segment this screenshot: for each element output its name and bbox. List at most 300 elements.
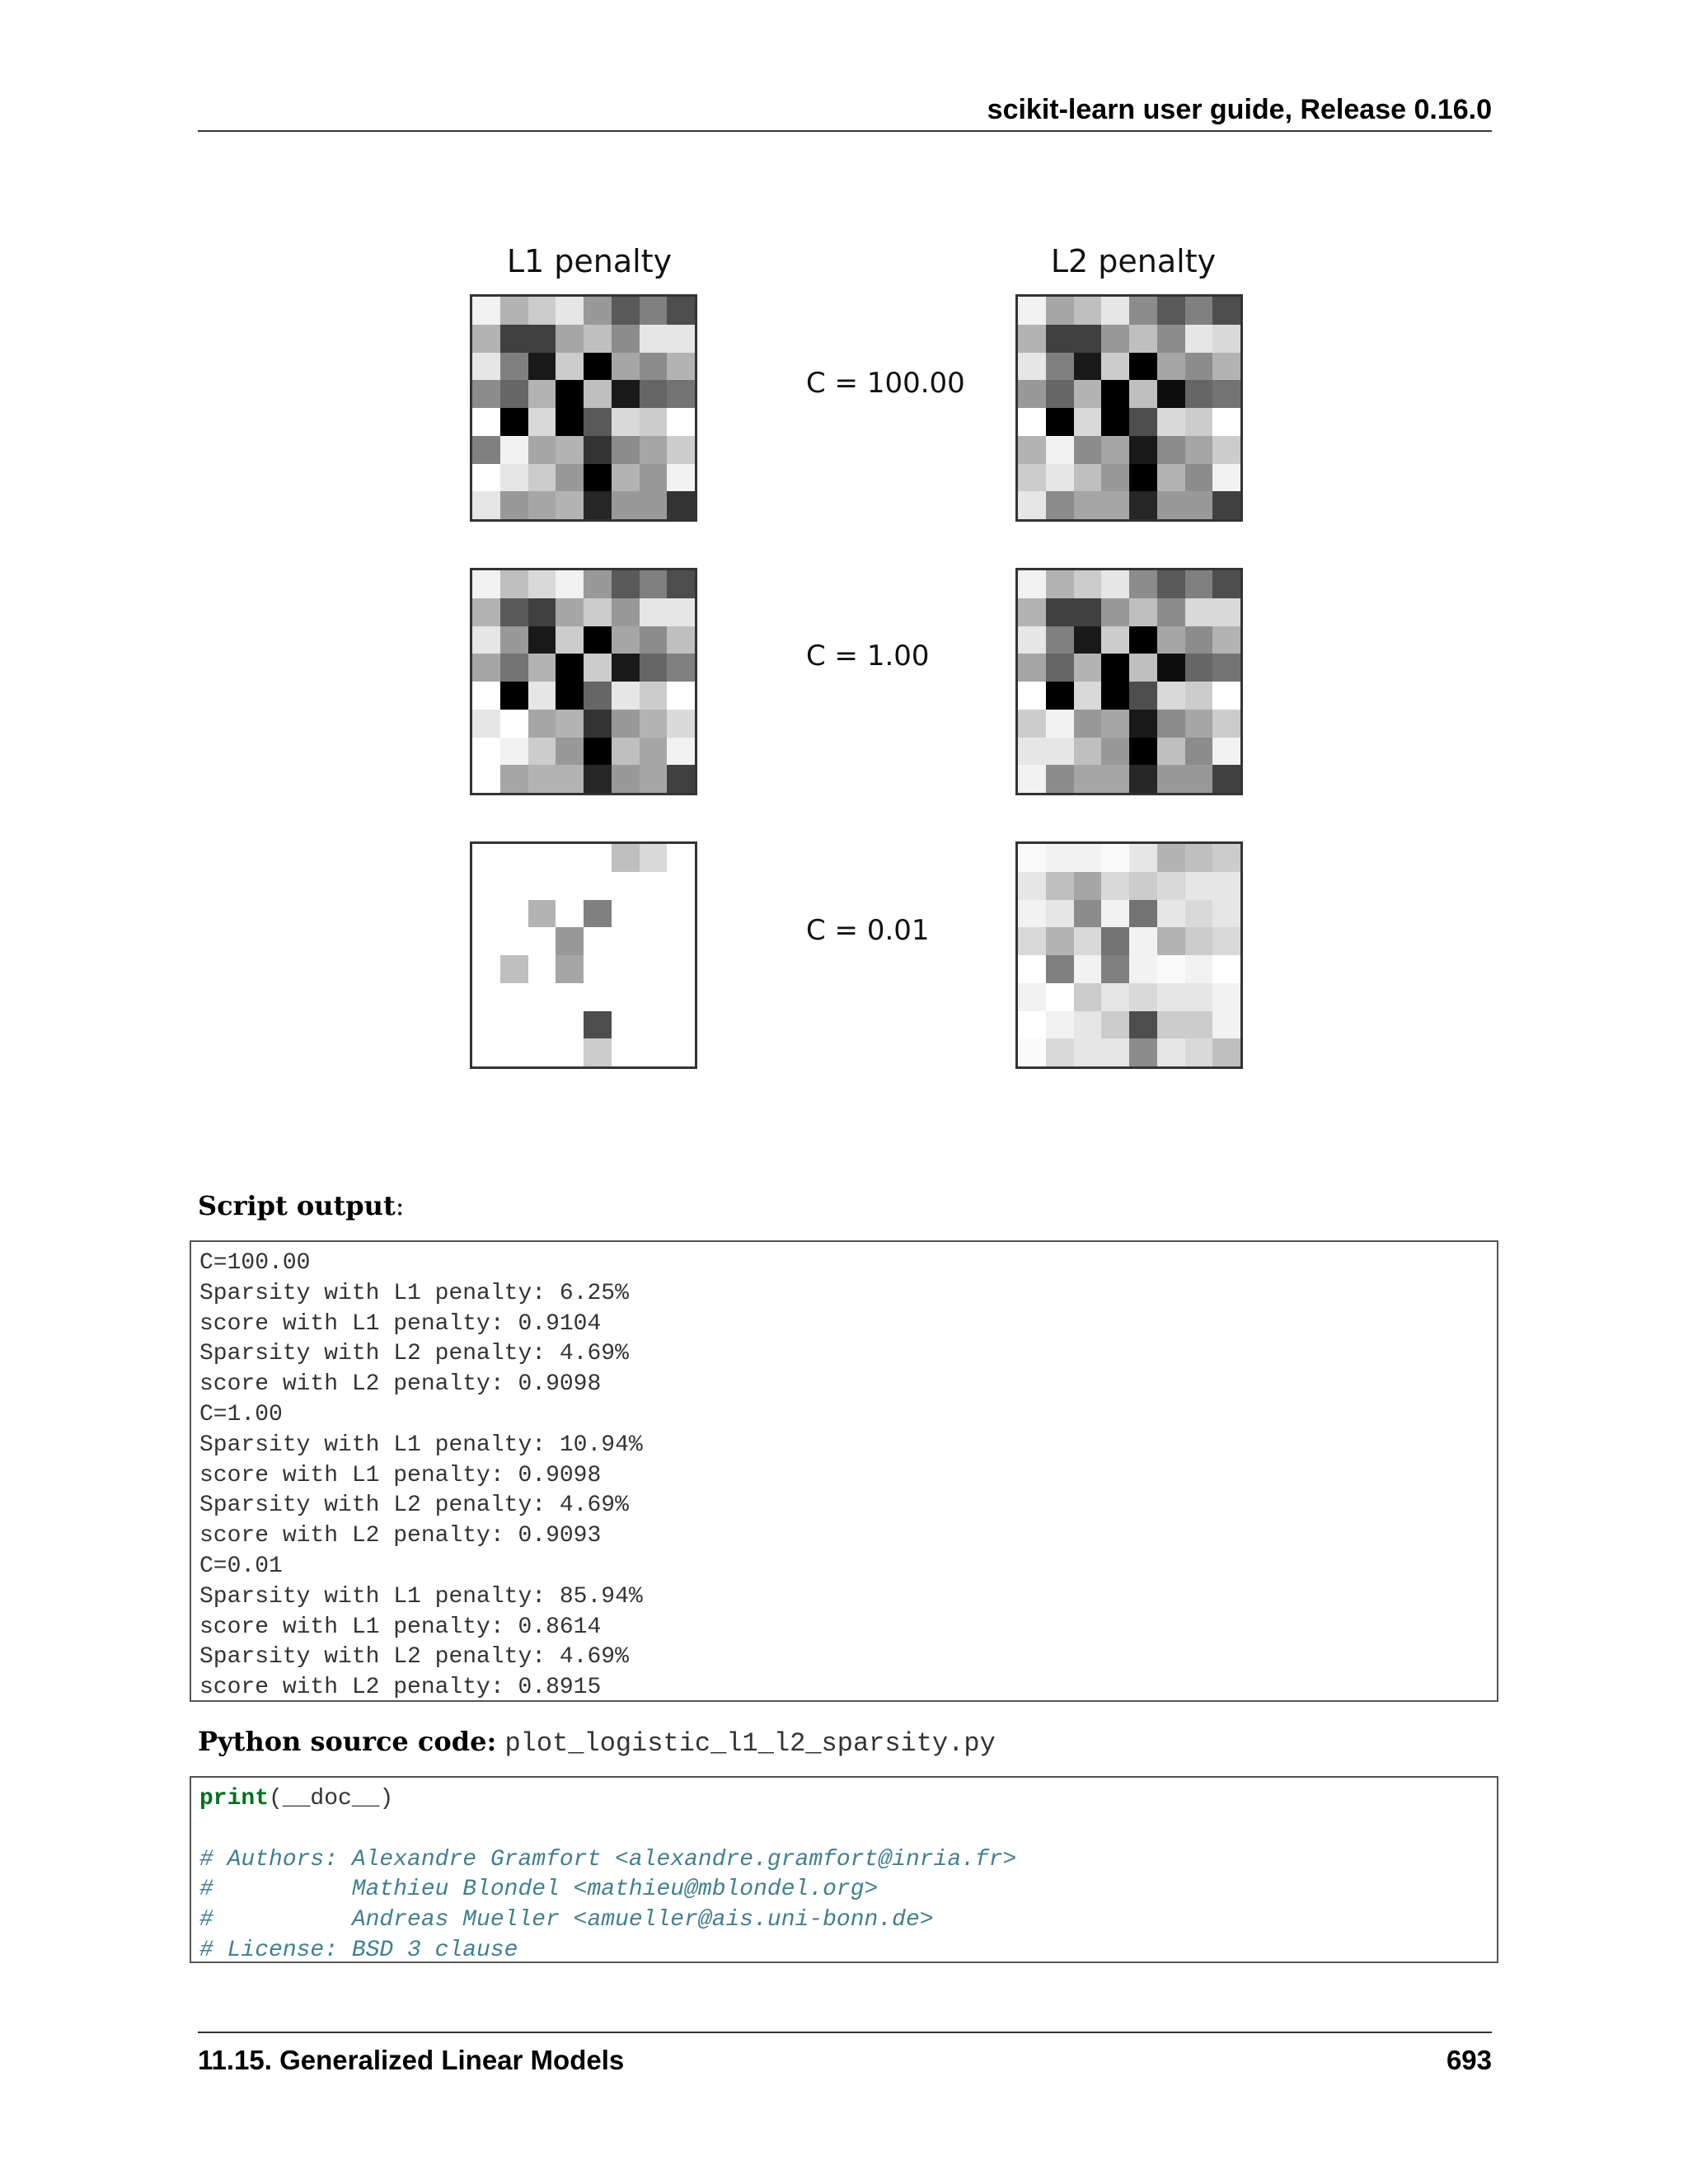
heatmap-cell — [1157, 598, 1185, 626]
heatmap-cell — [1074, 464, 1102, 492]
source-code-heading: Python source code: — [198, 1726, 497, 1757]
heatmap-cell — [612, 738, 640, 766]
heatmap-cell — [667, 682, 695, 710]
heatmap-cell — [1046, 844, 1074, 872]
heatmap-cell — [612, 626, 640, 654]
heatmap-cell — [612, 955, 640, 983]
heatmap-cell — [640, 325, 668, 353]
heatmap-cell — [640, 765, 668, 793]
heatmap-cell — [640, 1038, 668, 1066]
heatmap-cell — [1101, 738, 1129, 766]
heatmap-cell — [667, 983, 695, 1011]
heatmap-cell — [528, 408, 556, 436]
heatmap-cell — [584, 297, 612, 325]
source-code-box — [190, 1776, 1498, 1963]
heatmap-cell — [1046, 710, 1074, 738]
heatmap-cell — [556, 408, 584, 436]
heatmap-cell — [640, 682, 668, 710]
heatmap-cell — [667, 626, 695, 654]
heatmap-cell — [584, 1011, 612, 1039]
heatmap-cell — [584, 927, 612, 955]
heatmap-cell — [1101, 353, 1129, 381]
code-comment: # Mathieu Blondel <mathieu@mblondel.org> — [199, 1877, 879, 1903]
heatmap-cell — [1046, 1038, 1074, 1066]
heatmap-cell — [1101, 955, 1129, 983]
heatmap-cell — [528, 436, 556, 464]
heatmap-cell — [1018, 408, 1046, 436]
heatmap-cell — [472, 927, 500, 955]
heatmap-cell — [1129, 682, 1157, 710]
heatmap-cell — [500, 872, 528, 900]
heatmap-cell — [1101, 464, 1129, 492]
heatmap-cell — [1185, 1038, 1213, 1066]
heatmap-cell — [528, 955, 556, 983]
heatmap-cell — [612, 380, 640, 408]
heatmap-cell — [1185, 408, 1213, 436]
heatmap-cell — [584, 408, 612, 436]
heatmap-cell — [1074, 626, 1102, 654]
heatmap-cell — [472, 765, 500, 793]
heatmap-cell — [1212, 844, 1240, 872]
heatmap-cell — [1018, 1011, 1046, 1039]
heatmap-cell — [584, 900, 612, 928]
heatmap-cell — [1046, 900, 1074, 928]
heatmap-cell — [640, 1011, 668, 1039]
heatmap-cell — [556, 436, 584, 464]
heatmap-cell — [1157, 436, 1185, 464]
heatmap-cell — [1157, 900, 1185, 928]
heatmap-l1-c100 — [470, 294, 697, 522]
heatmap-cell — [472, 570, 500, 598]
heatmap-cell — [584, 710, 612, 738]
heatmap-cell — [528, 570, 556, 598]
heatmap-cell — [667, 353, 695, 381]
heatmap-cell — [1157, 380, 1185, 408]
heatmap-cell — [1129, 598, 1157, 626]
heatmap-cell — [528, 983, 556, 1011]
heatmap-cell — [1129, 380, 1157, 408]
heatmap-cell — [1157, 325, 1185, 353]
heatmap-cell — [1157, 626, 1185, 654]
heatmap-cell — [584, 598, 612, 626]
heatmap-cell — [1212, 1011, 1240, 1039]
heatmap-cell — [1101, 297, 1129, 325]
heatmap-cell — [528, 353, 556, 381]
heatmap-cell — [1074, 353, 1102, 381]
heatmap-cell — [1018, 654, 1046, 682]
heatmap-cell — [1212, 983, 1240, 1011]
heatmap-cell — [584, 1038, 612, 1066]
heatmap-cell — [1046, 765, 1074, 793]
heatmap-cell — [1074, 380, 1102, 408]
heatmap-cell — [612, 900, 640, 928]
heatmap-cell — [1212, 765, 1240, 793]
heatmap-cell — [1074, 1038, 1102, 1066]
heatmap-cell — [528, 626, 556, 654]
heatmap-cell — [472, 325, 500, 353]
heatmap-cell — [500, 626, 528, 654]
heatmap-cell — [1212, 464, 1240, 492]
heatmap-cell — [1101, 1038, 1129, 1066]
heatmap-cell — [1212, 570, 1240, 598]
heatmap-cell — [584, 464, 612, 492]
heatmap-cell — [612, 408, 640, 436]
output-line: score with L2 penalty: 0.8915 — [199, 1675, 602, 1701]
heatmap-cell — [640, 570, 668, 598]
heatmap-cell — [1046, 682, 1074, 710]
heatmap-cell — [1129, 1011, 1157, 1039]
heatmap-cell — [1074, 927, 1102, 955]
heatmap-cell — [584, 325, 612, 353]
heatmap-cell — [556, 765, 584, 793]
heatmap-cell — [584, 955, 612, 983]
heatmap-cell — [1185, 353, 1213, 381]
heatmap-cell — [500, 710, 528, 738]
heatmap-cell — [1157, 408, 1185, 436]
heatmap-cell — [500, 927, 528, 955]
heatmap-cell — [667, 380, 695, 408]
heatmap-cell — [1129, 1038, 1157, 1066]
heatmap-cell — [1074, 325, 1102, 353]
heatmap-cell — [1212, 955, 1240, 983]
heatmap-cell — [1212, 927, 1240, 955]
heatmap-cell — [667, 927, 695, 955]
header-title: scikit-learn user guide, Release 0.16.0 — [987, 94, 1492, 125]
heatmap-cell — [1101, 654, 1129, 682]
heatmap-l1-c1 — [470, 568, 697, 795]
heatmap-cell — [528, 1038, 556, 1066]
heatmap-cell — [612, 325, 640, 353]
heatmap-cell — [1074, 436, 1102, 464]
code-line-blank — [199, 1815, 1489, 1845]
heatmap-cell — [500, 598, 528, 626]
heatmap-cell — [500, 380, 528, 408]
heatmap-cell — [472, 710, 500, 738]
heatmap-cell — [1185, 710, 1213, 738]
heatmap-cell — [640, 353, 668, 381]
heatmap-cell — [1157, 491, 1185, 519]
heatmap-cell — [1046, 408, 1074, 436]
heatmap-cell — [1101, 408, 1129, 436]
heatmap-cell — [667, 900, 695, 928]
heatmap-cell — [528, 738, 556, 766]
heatmap-cell — [472, 626, 500, 654]
heatmap-cell — [667, 738, 695, 766]
heatmap-cell — [667, 598, 695, 626]
heatmap-cell — [1101, 380, 1129, 408]
heatmap-cell — [1157, 464, 1185, 492]
heatmap-cell — [584, 844, 612, 872]
heatmap-cell — [1074, 682, 1102, 710]
heatmap-cell — [1185, 900, 1213, 928]
heatmap-cell — [640, 738, 668, 766]
heatmap-cell — [584, 626, 612, 654]
heatmap-cell — [1185, 380, 1213, 408]
print-keyword: print — [199, 1786, 270, 1811]
heatmap-cell — [612, 297, 640, 325]
heatmap-cell — [556, 955, 584, 983]
heatmap-cell — [1185, 955, 1213, 983]
source-code-label — [198, 1726, 996, 1759]
page-footer — [198, 2032, 1492, 2075]
heatmap-cell — [584, 654, 612, 682]
heatmap-cell — [556, 380, 584, 408]
output-line: C=1.00 — [199, 1401, 283, 1427]
heatmap-cell — [1157, 927, 1185, 955]
heatmap-cell — [1212, 380, 1240, 408]
heatmap-cell — [1074, 955, 1102, 983]
code-comment: # License: BSD 3 clause — [199, 1937, 518, 1963]
heatmap-cell — [528, 872, 556, 900]
heatmap-cell — [472, 1011, 500, 1039]
heatmap-cell — [472, 682, 500, 710]
heatmap-cell — [1157, 353, 1185, 381]
heatmap-cell — [556, 872, 584, 900]
heatmap-cell — [472, 297, 500, 325]
heatmap-cell — [556, 654, 584, 682]
heatmap-cell — [472, 408, 500, 436]
output-line: Sparsity with L2 penalty: 4.69% — [199, 1493, 629, 1519]
heatmap-cell — [1018, 626, 1046, 654]
heatmap-cell — [667, 570, 695, 598]
heatmap-cell — [556, 464, 584, 492]
heatmap-cell — [1185, 325, 1213, 353]
heatmap-cell — [1185, 436, 1213, 464]
script-output-box — [190, 1240, 1498, 1702]
c-label-1: C = 1.00 — [806, 640, 930, 673]
heatmap-cell — [1046, 626, 1074, 654]
heatmap-cell — [612, 570, 640, 598]
heatmap-cell — [1018, 491, 1046, 519]
heatmap-cell — [1157, 570, 1185, 598]
heatmap-cell — [1018, 570, 1046, 598]
heatmap-cell — [1129, 710, 1157, 738]
heatmap-l2-c001 — [1015, 841, 1243, 1069]
heatmap-cell — [667, 436, 695, 464]
heatmap-cell — [667, 325, 695, 353]
heatmap-cell — [612, 436, 640, 464]
heatmap-cell — [556, 626, 584, 654]
heatmap-cell — [1157, 654, 1185, 682]
heatmap-cell — [1212, 436, 1240, 464]
heatmap-cell — [556, 598, 584, 626]
heatmap-cell — [1046, 738, 1074, 766]
heatmap-cell — [1074, 738, 1102, 766]
heatmap-cell — [500, 353, 528, 381]
heatmap-cell — [1129, 765, 1157, 793]
heatmap-cell — [1101, 844, 1129, 872]
heatmap-cell — [1212, 654, 1240, 682]
heatmap-cell — [1101, 872, 1129, 900]
heatmap-cell — [556, 682, 584, 710]
heatmap-cell — [1212, 900, 1240, 928]
heatmap-cell — [1185, 491, 1213, 519]
heatmap-cell — [1046, 983, 1074, 1011]
heatmap-cell — [1074, 491, 1102, 519]
heatmap-cell — [556, 710, 584, 738]
heatmap-cell — [1185, 983, 1213, 1011]
heatmap-cell — [1129, 325, 1157, 353]
heatmap-cell — [640, 983, 668, 1011]
heatmap-cell — [640, 408, 668, 436]
heatmap-cell — [1212, 738, 1240, 766]
code-comment: # Authors: Alexandre Gramfort <alexandre.gramfort@inria.fr> — [199, 1846, 1017, 1872]
heatmap-cell — [528, 325, 556, 353]
heatmap-cell — [1046, 380, 1074, 408]
heatmap-cell — [1046, 654, 1074, 682]
heatmap-cell — [667, 491, 695, 519]
output-line: score with L2 penalty: 0.9093 — [199, 1523, 602, 1549]
sparsity-figure — [462, 243, 1269, 1084]
heatmap-cell — [612, 872, 640, 900]
heatmap-cell — [528, 654, 556, 682]
heatmap-cell — [584, 682, 612, 710]
heatmap-cell — [500, 654, 528, 682]
heatmap-cell — [1129, 297, 1157, 325]
heatmap-cell — [1212, 682, 1240, 710]
heatmap-cell — [612, 654, 640, 682]
heatmap-cell — [1074, 408, 1102, 436]
heatmap-cell — [500, 408, 528, 436]
print-args: (__doc__) — [269, 1786, 394, 1811]
heatmap-cell — [556, 1038, 584, 1066]
heatmap-cell — [1074, 765, 1102, 793]
heatmap-cell — [1101, 900, 1129, 928]
heatmap-cell — [1018, 900, 1046, 928]
heatmap-cell — [1157, 738, 1185, 766]
heatmap-cell — [640, 844, 668, 872]
heatmap-cell — [584, 983, 612, 1011]
heatmap-cell — [1212, 408, 1240, 436]
heatmap-cell — [612, 1011, 640, 1039]
heatmap-cell — [1185, 1011, 1213, 1039]
heatmap-cell — [472, 872, 500, 900]
heatmap-cell — [528, 464, 556, 492]
heatmap-cell — [1018, 765, 1046, 793]
heatmap-cell — [1157, 1011, 1185, 1039]
heatmap-cell — [528, 900, 556, 928]
heatmap-cell — [667, 464, 695, 492]
heatmap-cell — [584, 765, 612, 793]
heatmap-cell — [1129, 570, 1157, 598]
heatmap-cell — [640, 654, 668, 682]
heatmap-cell — [500, 682, 528, 710]
heatmap-cell — [556, 900, 584, 928]
heatmap-cell — [500, 765, 528, 793]
heatmap-cell — [1018, 464, 1046, 492]
heatmap-cell — [556, 570, 584, 598]
heatmap-cell — [1185, 765, 1213, 793]
heatmap-cell — [1212, 710, 1240, 738]
heatmap-cell — [1018, 297, 1046, 325]
heatmap-cell — [1157, 872, 1185, 900]
output-line: Sparsity with L1 penalty: 10.94% — [199, 1432, 643, 1458]
heatmap-cell — [556, 491, 584, 519]
heatmap-cell — [500, 983, 528, 1011]
heatmap-cell — [1212, 353, 1240, 381]
heatmap-cell — [667, 654, 695, 682]
heatmap-cell — [1074, 1011, 1102, 1039]
heatmap-cell — [1046, 598, 1074, 626]
page-number: 693 — [1446, 2045, 1492, 2075]
heatmap-cell — [500, 1038, 528, 1066]
heatmap-cell — [612, 353, 640, 381]
heatmap-cell — [612, 598, 640, 626]
heatmap-cell — [1129, 491, 1157, 519]
heatmap-cell — [612, 1038, 640, 1066]
output-line: score with L1 penalty: 0.9104 — [199, 1310, 602, 1337]
heatmap-cell — [584, 491, 612, 519]
heatmap-cell — [1157, 1038, 1185, 1066]
heatmap-cell — [612, 844, 640, 872]
heatmap-cell — [667, 955, 695, 983]
heatmap-cell — [528, 844, 556, 872]
heatmap-cell — [1212, 1038, 1240, 1066]
heatmap-cell — [667, 872, 695, 900]
heatmap-cell — [500, 844, 528, 872]
heatmap-cell — [1129, 872, 1157, 900]
heatmap-cell — [640, 464, 668, 492]
heatmap-cell — [528, 927, 556, 955]
heatmap-cell — [1101, 491, 1129, 519]
heatmap-cell — [500, 900, 528, 928]
heatmap-cell — [1157, 983, 1185, 1011]
heatmap-cell — [500, 297, 528, 325]
heatmap-cell — [556, 927, 584, 955]
script-output-label: Script output: — [198, 1190, 405, 1221]
heatmap-cell — [1018, 955, 1046, 983]
heatmap-cell — [472, 983, 500, 1011]
heatmap-cell — [1129, 900, 1157, 928]
heatmap-cell — [1185, 297, 1213, 325]
heatmap-cell — [1129, 353, 1157, 381]
heatmap-cell — [1185, 626, 1213, 654]
heatmap-cell — [584, 570, 612, 598]
heatmap-cell — [1046, 436, 1074, 464]
heatmap-cell — [612, 710, 640, 738]
heatmap-cell — [640, 927, 668, 955]
output-line: Sparsity with L2 penalty: 4.69% — [199, 1341, 629, 1367]
heatmap-cell — [1129, 927, 1157, 955]
heatmap-cell — [640, 626, 668, 654]
heatmap-cell — [1018, 598, 1046, 626]
heatmap-cell — [472, 1038, 500, 1066]
heatmap-cell — [1101, 626, 1129, 654]
heatmap-cell — [612, 682, 640, 710]
heatmap-cell — [1101, 983, 1129, 1011]
heatmap-cell — [500, 738, 528, 766]
heatmap-cell — [500, 570, 528, 598]
heatmap-cell — [500, 1011, 528, 1039]
heatmap-cell — [1185, 598, 1213, 626]
heatmap-cell — [556, 1011, 584, 1039]
heatmap-cell — [612, 491, 640, 519]
heatmap-cell — [1185, 872, 1213, 900]
heatmap-cell — [1212, 297, 1240, 325]
heatmap-cell — [584, 738, 612, 766]
heatmap-cell — [472, 738, 500, 766]
heatmap-l2-c100 — [1015, 294, 1243, 522]
heatmap-cell — [1185, 464, 1213, 492]
heatmap-cell — [1101, 436, 1129, 464]
heatmap-cell — [667, 710, 695, 738]
output-line: score with L1 penalty: 0.9098 — [199, 1462, 602, 1488]
output-line: C=0.01 — [199, 1553, 283, 1579]
heatmap-cell — [1212, 491, 1240, 519]
heatmap-cell — [528, 491, 556, 519]
heatmap-l2-c1 — [1015, 568, 1243, 795]
heatmap-cell — [1046, 1011, 1074, 1039]
